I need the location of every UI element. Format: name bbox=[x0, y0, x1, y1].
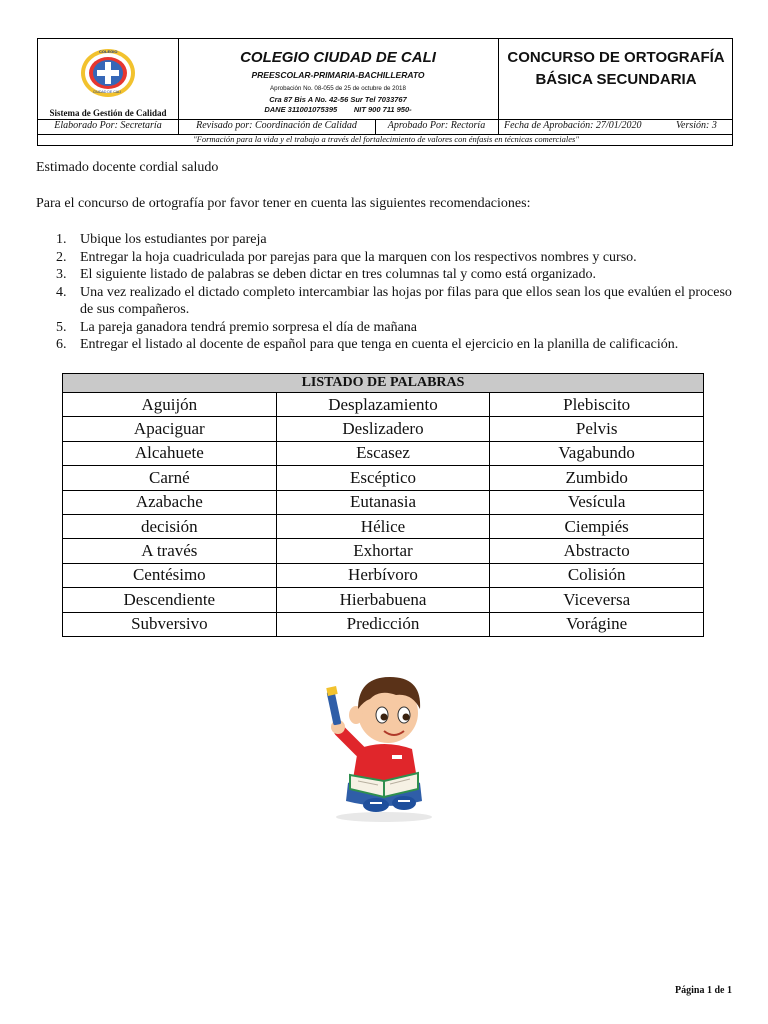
list-item bbox=[36, 284, 736, 319]
table-cell: Eutanasia bbox=[276, 490, 490, 514]
table-cell: Hélice bbox=[276, 514, 490, 538]
list-number: 5. bbox=[56, 319, 67, 335]
approval-date: Fecha de Aprobación: 27/01/2020 bbox=[504, 120, 642, 131]
table-cell: Carné bbox=[63, 466, 277, 490]
list-number: 4. bbox=[56, 284, 67, 300]
table-cell: Hierbabuena bbox=[276, 588, 490, 612]
table-row bbox=[63, 490, 704, 514]
school-address: Cra 87 Bis A No. 42-56 Sur Tel 7033767 bbox=[269, 95, 407, 104]
table-header-row bbox=[63, 374, 704, 393]
recommendations-list bbox=[36, 231, 736, 354]
table-cell: Herbívoro bbox=[276, 563, 490, 587]
table-row bbox=[63, 539, 704, 563]
table-cell: Azabache bbox=[63, 490, 277, 514]
boy-reading-illustration bbox=[300, 655, 468, 825]
intro-paragraph: Para el concurso de ortografía por favor tener en cuenta las siguientes recomendaciones: bbox=[36, 196, 531, 211]
approval-resolution: Aprobación No. 08-055 de 25 de octubre de 2018 bbox=[270, 85, 406, 92]
reviewed-by: Revisado por: Coordinación de Calidad bbox=[196, 120, 357, 131]
word-list-table bbox=[62, 373, 704, 637]
table-cell: Escéptico bbox=[276, 466, 490, 490]
table-cell: Vagabundo bbox=[490, 441, 704, 465]
greeting: Estimado docente cordial saludo bbox=[36, 160, 219, 175]
list-number: 3. bbox=[56, 267, 67, 282]
document-title-line1: CONCURSO DE ORTOGRAFÍA bbox=[507, 49, 725, 66]
list-item bbox=[36, 231, 736, 249]
list-text: Una vez realizado el dictado completo intercambiar las hojas por filas para que ellos sean los que evalúen el proceso de sus compañeros. bbox=[80, 284, 732, 317]
table-cell: Deslizadero bbox=[276, 417, 490, 441]
table-cell: Predicción bbox=[276, 612, 490, 636]
table-row bbox=[63, 563, 704, 587]
list-text: Ubique los estudiantes por pareja bbox=[80, 232, 267, 247]
table-row bbox=[63, 393, 704, 417]
prepared-by: Elaborado Por: Secretaría bbox=[54, 120, 162, 131]
dane-nit: DANE 311001075395 NIT 900 711 950- bbox=[264, 105, 412, 114]
table-cell: Vorágine bbox=[490, 612, 704, 636]
list-text: Entregar el listado al docente de español para que tenga en cuenta el ejercicio en la planilla de calificación. bbox=[80, 337, 679, 352]
list-item bbox=[36, 266, 736, 284]
list-number: 6. bbox=[56, 337, 67, 352]
list-number: 1. bbox=[56, 232, 67, 247]
list-text: La pareja ganadora tendrá premio sorpresa el día de mañana bbox=[80, 319, 417, 335]
table-cell: A través bbox=[63, 539, 277, 563]
table-cell: Abstracto bbox=[490, 539, 704, 563]
table-row bbox=[63, 441, 704, 465]
approved-by: Aprobado Por: Rectoría bbox=[387, 120, 486, 131]
school-motto: "Formación para la vida y el trabajo a través del fortalecimiento de valores con énfasis en técnicas comerciales" bbox=[193, 134, 579, 144]
table-cell: Ciempiés bbox=[490, 514, 704, 538]
list-number: 2. bbox=[56, 249, 67, 265]
table-cell: Exhortar bbox=[276, 539, 490, 563]
table-cell: Plebiscito bbox=[490, 393, 704, 417]
list-item bbox=[36, 319, 736, 337]
table-cell: Desplazamiento bbox=[276, 393, 490, 417]
page-total: 1 bbox=[727, 985, 732, 996]
document-title-line2: BÁSICA SECUNDARIA bbox=[535, 71, 697, 88]
table-row bbox=[63, 514, 704, 538]
list-item bbox=[36, 249, 736, 267]
table-cell: Escasez bbox=[276, 441, 490, 465]
school-name: COLEGIO CIUDAD DE CALI bbox=[240, 49, 436, 66]
version: Versión: 3 bbox=[676, 120, 717, 131]
quality-system-label: Sistema de Gestión de Calidad bbox=[49, 108, 167, 118]
table-cell: Alcahuete bbox=[63, 441, 277, 465]
document-header bbox=[37, 38, 733, 146]
list-item bbox=[36, 336, 736, 354]
table-cell: Pelvis bbox=[490, 417, 704, 441]
table-cell: Apaciguar bbox=[63, 417, 277, 441]
page-prefix: Página bbox=[675, 985, 707, 996]
school-levels: PREESCOLAR-PRIMARIA-BACHILLERATO bbox=[251, 70, 425, 80]
table-row bbox=[63, 612, 704, 636]
table-cell: Aguijón bbox=[63, 393, 277, 417]
table-cell: Descendiente bbox=[63, 588, 277, 612]
logo-text-bottom: CIUDAD DE CALI bbox=[93, 90, 122, 94]
table-row bbox=[63, 466, 704, 490]
list-text: El siguiente listado de palabras se deben dictar en tres columnas tal y como está organizado. bbox=[80, 267, 597, 282]
table-cell: decisión bbox=[63, 514, 277, 538]
logo-text-top: COLEGIO bbox=[99, 49, 118, 54]
table-title: LISTADO DE PALABRAS bbox=[63, 374, 704, 393]
list-text: Entregar la hoja cuadriculada por parejas para que la marquen con los respectivos nombres y curso. bbox=[80, 249, 637, 265]
table-body bbox=[63, 393, 704, 637]
table-row bbox=[63, 588, 704, 612]
table-cell: Vesícula bbox=[490, 490, 704, 514]
page-current: 1 bbox=[707, 985, 712, 996]
table-cell: Subversivo bbox=[63, 612, 277, 636]
table-cell: Centésimo bbox=[63, 563, 277, 587]
page-sep: de bbox=[712, 985, 727, 996]
table-cell: Viceversa bbox=[490, 588, 704, 612]
school-logo bbox=[80, 48, 136, 98]
table-row bbox=[63, 417, 704, 441]
page-number bbox=[675, 985, 732, 996]
table-cell: Zumbido bbox=[490, 466, 704, 490]
table-cell: Colisión bbox=[490, 563, 704, 587]
